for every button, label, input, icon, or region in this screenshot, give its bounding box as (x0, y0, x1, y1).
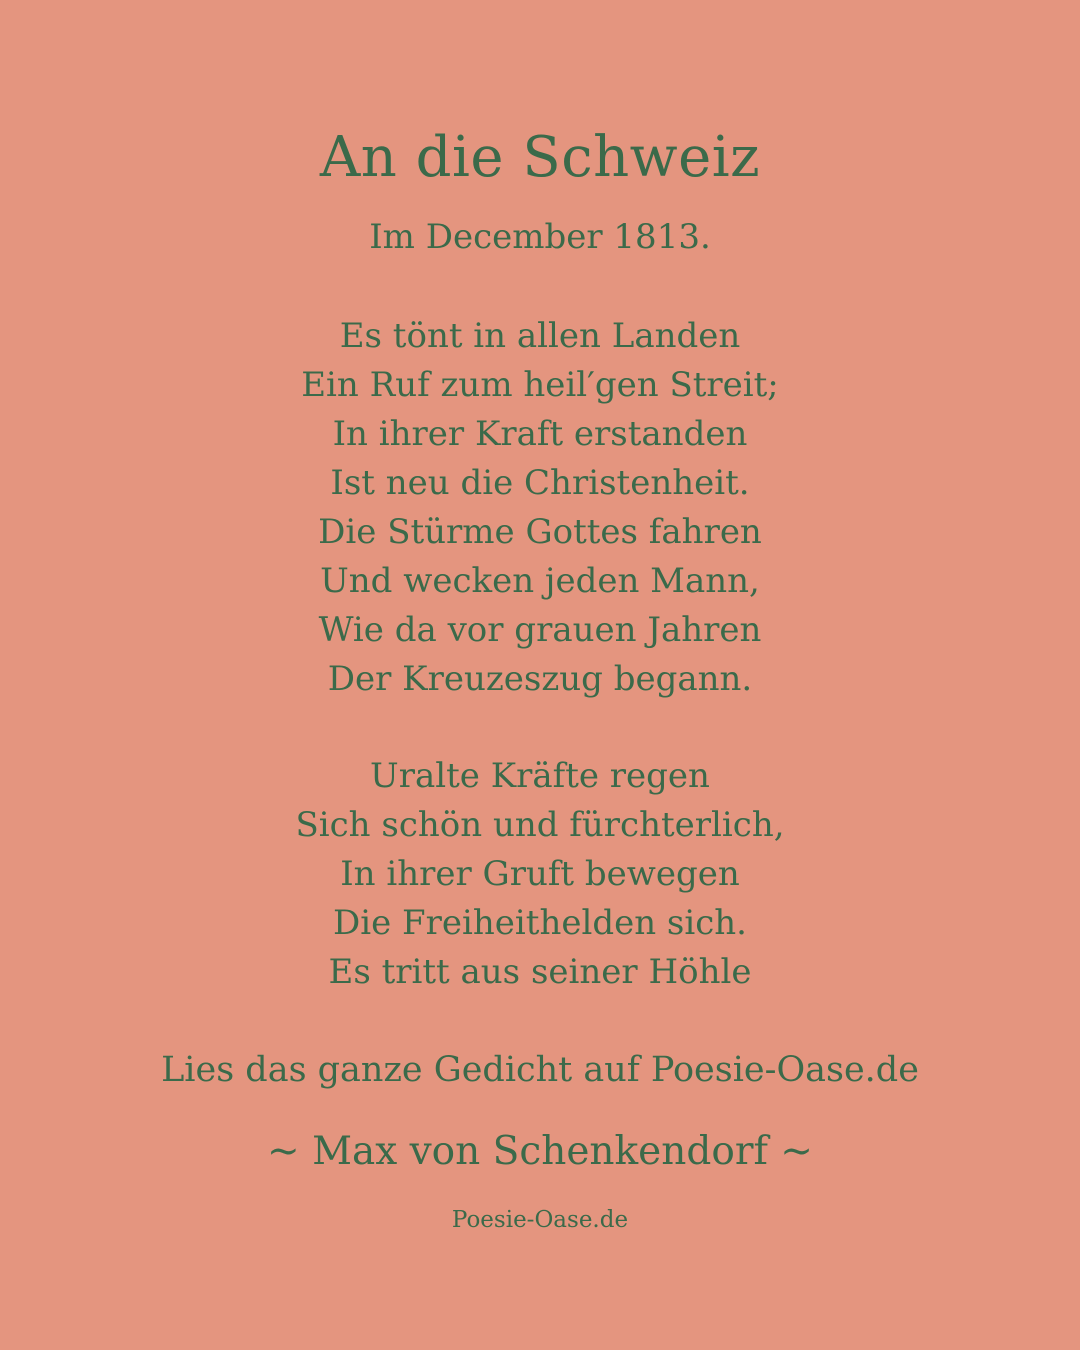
verse-line: Es tritt aus seiner Höhle (328, 952, 752, 992)
verse-line: Uralte Kräfte regen (370, 756, 710, 796)
verse-line: Es tönt in allen Landen (339, 316, 741, 356)
verse-line: Der Kreuzeszug begann. (327, 659, 753, 699)
verse-line: Sich schön und fürchterlich, (295, 805, 785, 845)
verse-line: Ist neu die Christenheit. (330, 463, 750, 503)
verse-line: Die Stürme Gottes fahren (318, 512, 762, 552)
stanza-2 (0, 752, 1080, 997)
stanza-1 (0, 312, 1080, 704)
verse-line: Wie da vor grauen Jahren (318, 610, 762, 650)
poem-title: An die Schweiz (319, 125, 761, 190)
author-signature: ~ Max von Schenkendorf ~ (267, 1129, 813, 1174)
verse-line: In ihrer Kraft erstanden (332, 414, 748, 454)
verse-line: Die Freiheithelden sich. (332, 903, 747, 943)
site-watermark: Poesie-Oase.de (451, 1207, 629, 1233)
verse-line: In ihrer Gruft bewegen (340, 854, 740, 894)
verse-line: Ein Ruf zum heil′gen Streit; (301, 365, 779, 405)
read-more-note: Lies das ganze Gedicht auf Poesie-Oase.de (161, 1050, 919, 1090)
poem-subtitle: Im December 1813. (369, 217, 711, 257)
verse-line: Und wecken jeden Mann, (320, 561, 760, 601)
